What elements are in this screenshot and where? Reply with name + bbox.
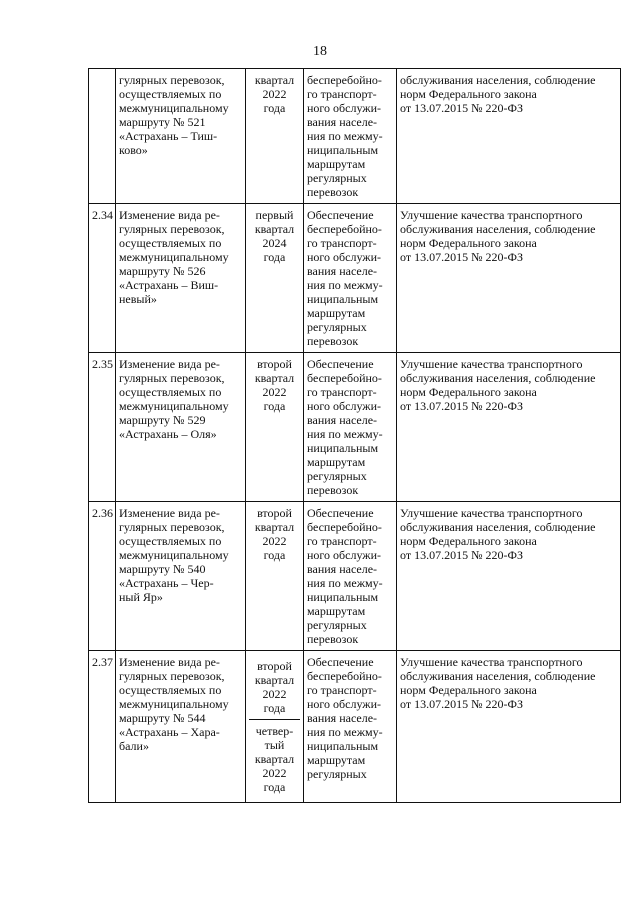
table-row [89,353,621,502]
result-cell: Улучшение качества транспортного обслуживания населения, соблюдение норм Федерального закона от 13.07.2015 № 220-ФЗ [397,353,621,502]
measure-name-cell: Изменение вида ре- гулярных перевозок, осуществляемых по межмуниципальному маршруту № 540 «Астрахань – Чер- ный Яр» [116,502,246,651]
term-part: второй квартал 2022 года [254,659,295,715]
term-cell: первый квартал 2024 года [246,204,304,353]
table-row [89,502,621,651]
measure-name-cell: Изменение вида ре- гулярных перевозок, осуществляемых по межмуниципальному маршруту № 526 «Астрахань – Виш- невый» [116,204,246,353]
row-number-cell [89,69,116,204]
goal-cell: Обеспечение бесперебойно- го транспорт- ного обслужи- вания населе- ния по межму- ниципальным маршрутам регулярных перевозок [304,204,397,353]
result-cell: Улучшение качества транспортного обслуживания населения, соблюдение норм Федерального закона от 13.07.2015 № 220-ФЗ [397,204,621,353]
table-row [89,69,621,204]
result-cell: обслуживания населения, соблюдение норм Федерального закона от 13.07.2015 № 220-ФЗ [397,69,621,204]
result-cell: Улучшение качества транспортного обслуживания населения, соблюдение норм Федерального закона от 13.07.2015 № 220-ФЗ [397,651,621,803]
measure-name-cell: Изменение вида ре- гулярных перевозок, осуществляемых по межмуниципальному маршруту № 529 «Астрахань – Оля» [116,353,246,502]
goal-cell: Обеспечение бесперебойно- го транспорт- ного обслужи- вания населе- ния по межму- ниципальным маршрутам регулярных перевозок [304,502,397,651]
result-cell: Улучшение качества транспортного обслуживания населения, соблюдение норм Федерального закона от 13.07.2015 № 220-ФЗ [397,502,621,651]
table-row [89,651,621,803]
row-number-cell: 2.37 [89,651,116,803]
term-cell [246,651,304,803]
term-part: четвер- тый квартал 2022 года [249,719,300,798]
table-body [89,69,621,803]
page-number: 18 [313,44,327,59]
term-cell: второй квартал 2022 года [246,353,304,502]
goal-cell: бесперебойно- го транспорт- ного обслужи- вания населе- ния по межму- ниципальным маршрутам регулярных перевозок [304,69,397,204]
term-cell: квартал 2022 года [246,69,304,204]
measures-table [88,68,621,803]
measure-name-cell: Изменение вида ре- гулярных перевозок, осуществляемых по межмуниципальному маршруту № 544 «Астрахань – Хара- бали» [116,651,246,803]
table-row [89,204,621,353]
measure-name-cell: гулярных перевозок, осуществляемых по межмуниципальному маршруту № 521 «Астрахань – Тиш- ково» [116,69,246,204]
row-number-cell: 2.35 [89,353,116,502]
row-number-cell: 2.36 [89,502,116,651]
goal-cell: Обеспечение бесперебойно- го транспорт- ного обслужи- вания населе- ния по межму- ниципальным маршрутам регулярных перевозок [304,353,397,502]
row-number-cell: 2.34 [89,204,116,353]
goal-cell: Обеспечение бесперебойно- го транспорт- ного обслужи- вания населе- ния по межму- ниципальным маршрутам регулярных [304,651,397,803]
term-cell: второй квартал 2022 года [246,502,304,651]
